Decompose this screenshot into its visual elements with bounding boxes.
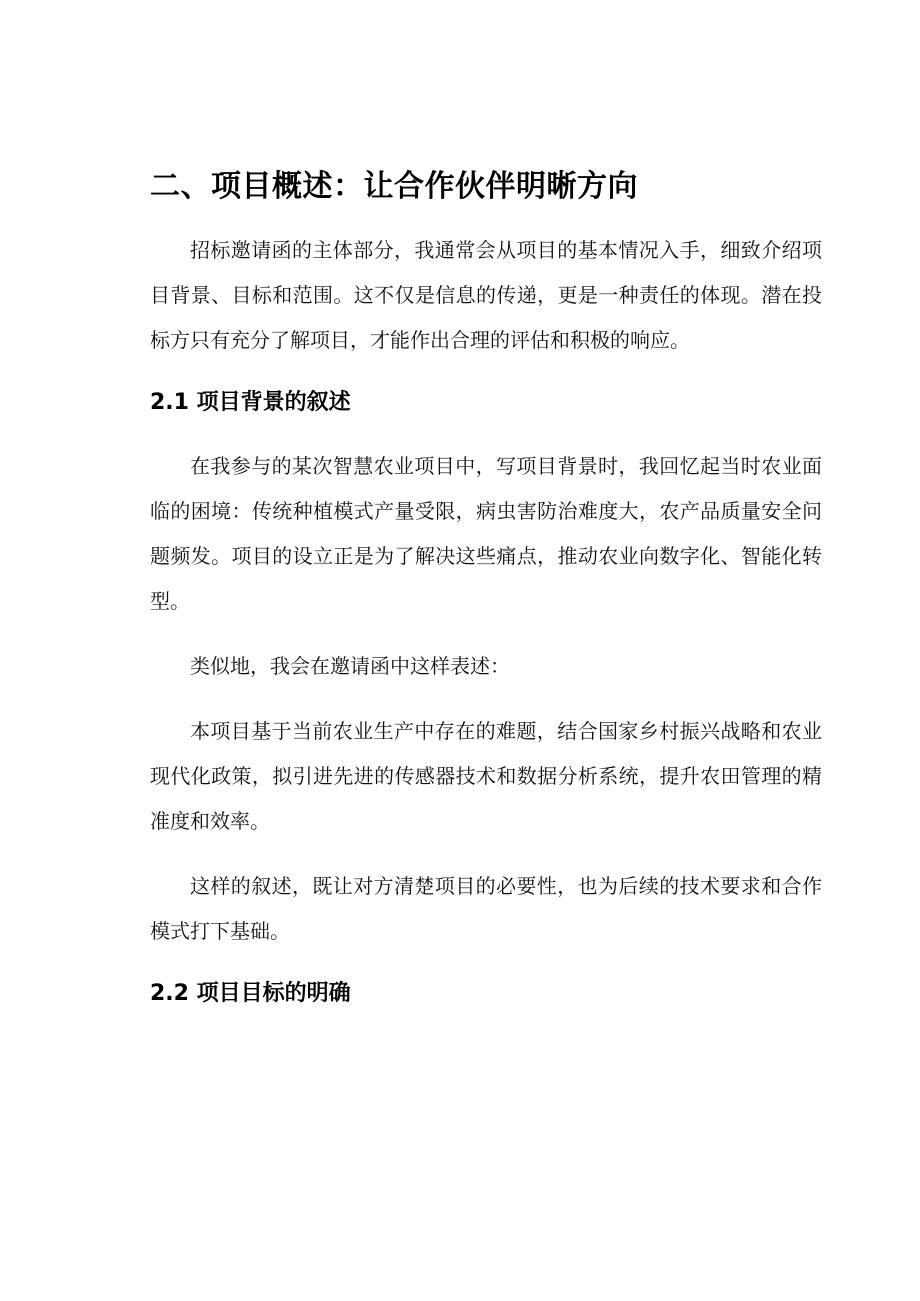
summary-paragraph: 这样的叙述，既让对方清楚项目的必要性，也为后续的技术要求和合作模式打下基础。 (150, 874, 822, 943)
transition-paragraph: 类似地，我会在邀请函中这样表述： (190, 654, 510, 678)
background-paragraph: 在我参与的某次智慧农业项目中，写项目背景时，我回忆起当时农业面临的困境：传统种植模式产量受限，病虫害防治难度大，农产品质量安全问题频发。项目的设立正是为了解决这些痛点，推动农业向数字化、智能化转型。 (150, 454, 822, 613)
document-content (150, 166, 822, 1035)
example-statement-paragraph: 本项目基于当前农业生产中存在的难题，结合国家乡村振兴战略和农业现代化政策，拟引进先进的传感器技术和数据分析系统，提升农田管理的精准度和效率。 (150, 719, 822, 833)
intro-paragraph: 招标邀请函的主体部分，我通常会从项目的基本情况入手，细致介绍项目背景、目标和范围。这不仅是信息的传递，更是一种责任的体现。潜在投标方只有充分了解项目，才能作出合理的评估和积极的响应。 (150, 238, 822, 352)
subsection-title-goals: 2.2 项目目标的明确 (150, 981, 351, 1006)
subsection-title-background: 2.1 项目背景的叙述 (150, 390, 351, 415)
section-heading: 二、项目概述：让合作伙伴明晰方向 (150, 169, 638, 204)
